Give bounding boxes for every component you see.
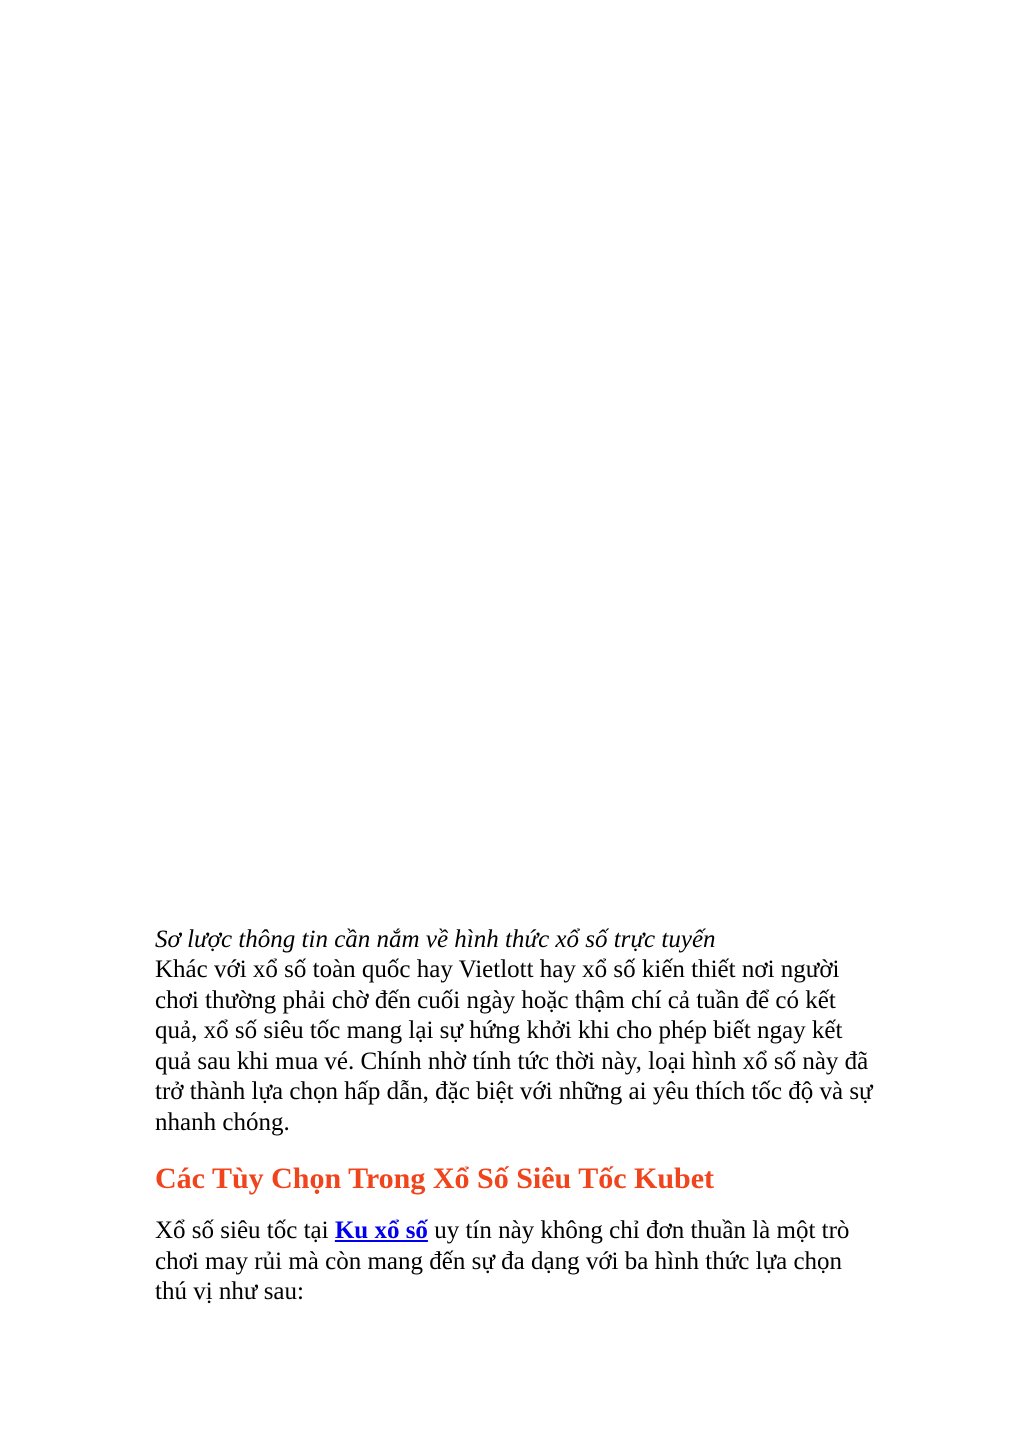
image-caption: Sơ lược thông tin cần nắm về hình thức xổ số trực tuyến (155, 926, 716, 953)
ku-xo-so-link[interactable]: Ku xổ số (334, 1217, 428, 1244)
document-body (155, 925, 875, 1308)
section-paragraph-text-after: uy tín này không chỉ đơn thuần là một trò chơi may rủi mà còn mang đến sự đa dạng với ba hình thức lựa chọn thú vị như sau: (155, 1217, 850, 1305)
section-paragraph (155, 1216, 875, 1308)
intro-paragraph: Khác với xổ số toàn quốc hay Vietlott hay xổ số kiến thiết nơi người chơi thường phải chờ đến cuối ngày hoặc thậm chí cả tuần để có kết quả, xổ số siêu tốc mang lại sự hứng khởi khi cho phép biết ngay kết quả sau khi mua vé. Chính nhờ tính tức thời này, loại hình xổ số này đã trở thành lựa chọn hấp dẫn, đặc biệt với những ai yêu thích tốc độ và sự nhanh chóng. (155, 956, 873, 1136)
section-heading: Các Tùy Chọn Trong Xổ Số Siêu Tốc Kubet (155, 1162, 715, 1195)
section-paragraph-text-before: Xổ số siêu tốc tại (155, 1217, 335, 1244)
